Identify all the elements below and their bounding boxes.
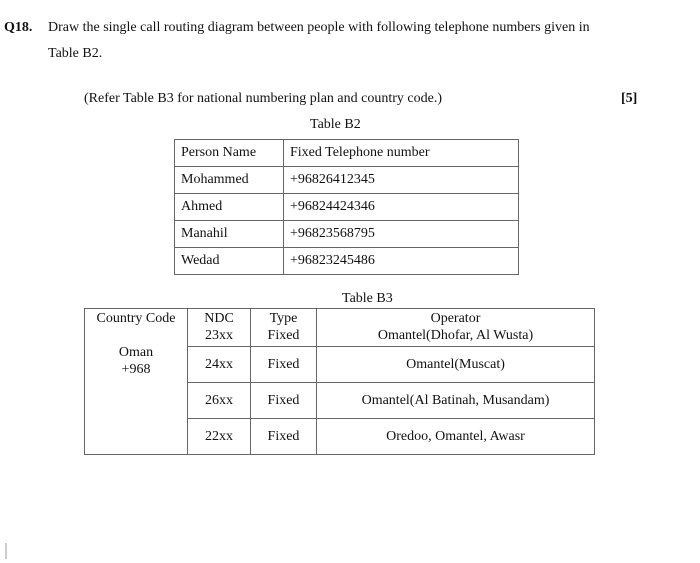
person-name-cell: Wedad [175, 248, 284, 275]
question-text-line-2: Table B2. [48, 46, 103, 61]
table-header-row [175, 140, 519, 167]
table-row [85, 309, 595, 347]
table-b3-caption: Table B3 [342, 291, 393, 306]
table-row [175, 194, 519, 221]
ndc-cell [188, 309, 251, 347]
operator-cell [317, 309, 595, 347]
ndc-value: 24xx [188, 347, 251, 383]
operator-value: Omantel(Al Batinah, Musandam) [317, 383, 595, 419]
type-value: Fixed [251, 419, 317, 455]
ndc-value: 23xx [205, 328, 233, 343]
operator-value: Omantel(Dhofar, Al Wusta) [377, 328, 534, 343]
ndc-value: 22xx [188, 419, 251, 455]
question-text-line-1: Draw the single call routing diagram between people with following telephone numbers given in [48, 20, 590, 35]
operator-value: Oredoo, Omantel, Awasr [317, 419, 595, 455]
header-ndc: NDC [204, 311, 234, 326]
operator-value: Omantel(Muscat) [317, 347, 595, 383]
header-country-code: Country Code [96, 311, 176, 326]
person-name-cell: Mohammed [175, 167, 284, 194]
country-code-cell [85, 309, 188, 455]
type-value: Fixed [251, 383, 317, 419]
telephone-cell: +96824424346 [284, 194, 519, 221]
table-b2 [174, 139, 519, 275]
marks-label: [5] [621, 91, 638, 106]
type-value: Fixed [251, 347, 317, 383]
header-person-name: Person Name [175, 140, 284, 167]
ndc-value: 26xx [188, 383, 251, 419]
country-name: Oman [118, 345, 154, 360]
telephone-cell: +96823245486 [284, 248, 519, 275]
table-row [175, 221, 519, 248]
header-fixed-telephone: Fixed Telephone number [284, 140, 519, 167]
table-row [175, 248, 519, 275]
telephone-cell: +96823568795 [284, 221, 519, 248]
table-b2-caption: Table B2 [310, 117, 361, 132]
refer-note: (Refer Table B3 for national numbering plan and country code.) [84, 91, 442, 106]
type-cell [251, 309, 317, 347]
person-name-cell: Ahmed [175, 194, 284, 221]
question-number: Q18. [4, 20, 33, 35]
type-value: Fixed [267, 328, 300, 343]
text-cursor-mark [5, 543, 7, 559]
header-type: Type [269, 311, 298, 326]
header-operator: Operator [430, 311, 481, 326]
table-row [175, 167, 519, 194]
country-dial-code: +968 [121, 362, 151, 377]
person-name-cell: Manahil [175, 221, 284, 248]
table-b3 [84, 308, 595, 455]
telephone-cell: +96826412345 [284, 167, 519, 194]
